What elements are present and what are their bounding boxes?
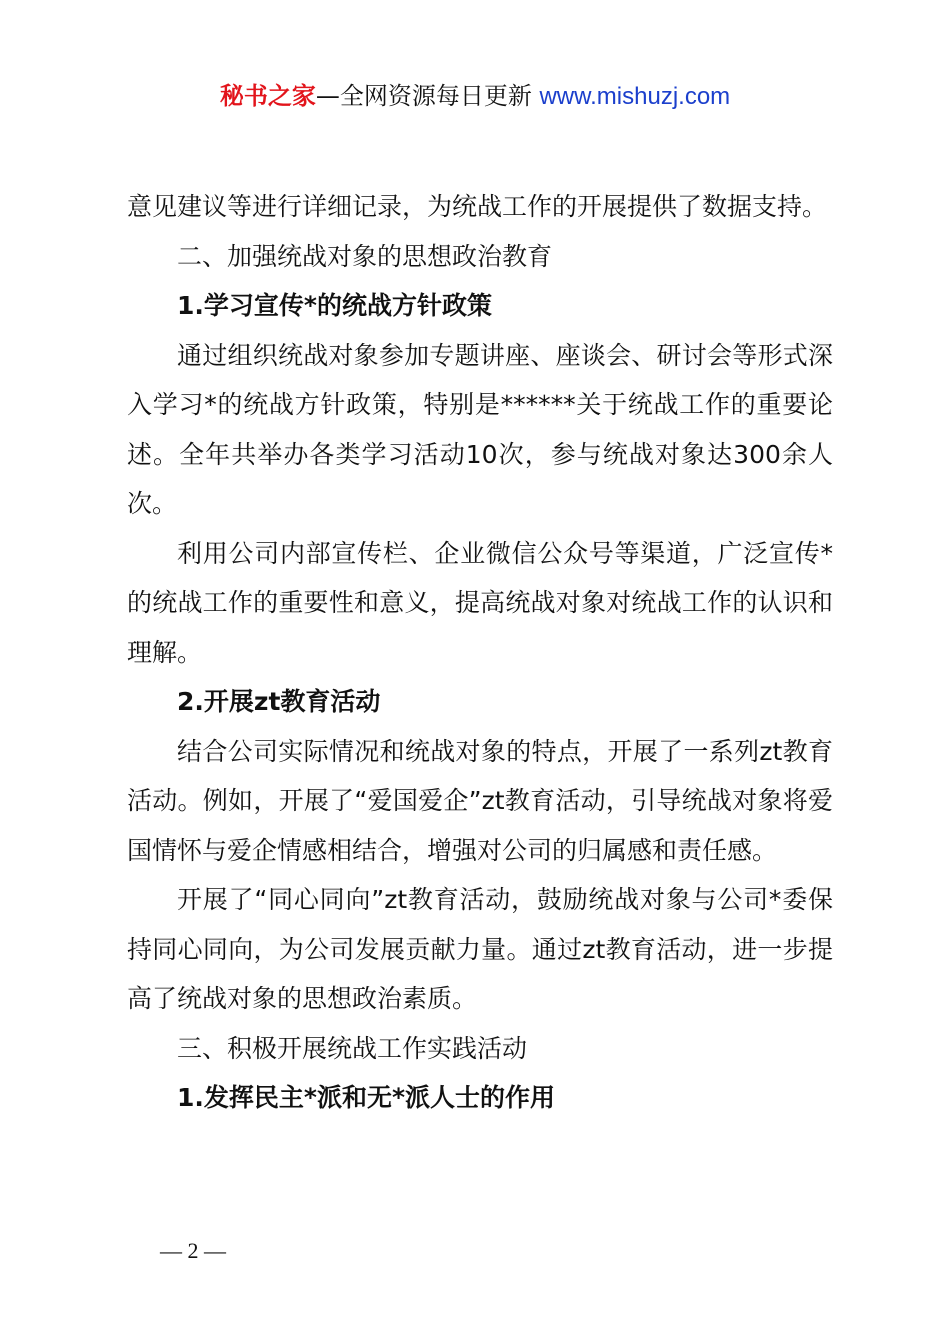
section-heading: 三、积极开展统战工作实践活动 [177, 1033, 528, 1063]
body-paragraph: 开展了“同心同向”zt教育活动，鼓励统战对象与公司*委保持同心同向，为公司发展贡献力量。通过zt教育活动，进一步提高了统战对象的思想政治素质。 [127, 885, 833, 1013]
site-header [0, 80, 950, 113]
subsection-heading: 1.学习宣传*的统战方针政策 [177, 291, 492, 320]
site-brand: 秘书之家 [219, 82, 316, 110]
site-tagline: —全网资源每日更新 [315, 82, 532, 110]
body-paragraph: 意见建议等进行详细记录，为统战工作的开展提供了数据支持。 [127, 192, 828, 221]
subsection-heading: 2.开展zt教育活动 [177, 687, 381, 716]
document-body [127, 182, 833, 1123]
body-paragraph: 通过组织统战对象参加专题讲座、座谈会、研讨会等形式深入学习*的统战方针政策，特别是******关于统战工作的重要论述。全年共举办各类学习活动10次，参与统战对象达300余人次。 [127, 340, 833, 518]
page-number: — 2 — [160, 1238, 226, 1263]
body-paragraph: 利用公司内部宣传栏、企业微信公众号等渠道，广泛宣传*的统战工作的重要性和意义，提高统战对象对统战工作的认识和理解。 [127, 538, 833, 667]
subsection-heading: 1.发挥民主*派和无*派人士的作用 [177, 1083, 556, 1112]
section-heading: 二、加强统战对象的思想政治教育 [177, 241, 553, 271]
body-paragraph: 结合公司实际情况和统战对象的特点，开展了一系列zt教育活动。例如，开展了“爱国爱企”zt教育活动，引导统战对象将爱国情怀与爱企情感相结合，增强对公司的归属感和责任感。 [127, 736, 833, 865]
site-url-link[interactable]: www.mishuzj.com [539, 83, 731, 110]
